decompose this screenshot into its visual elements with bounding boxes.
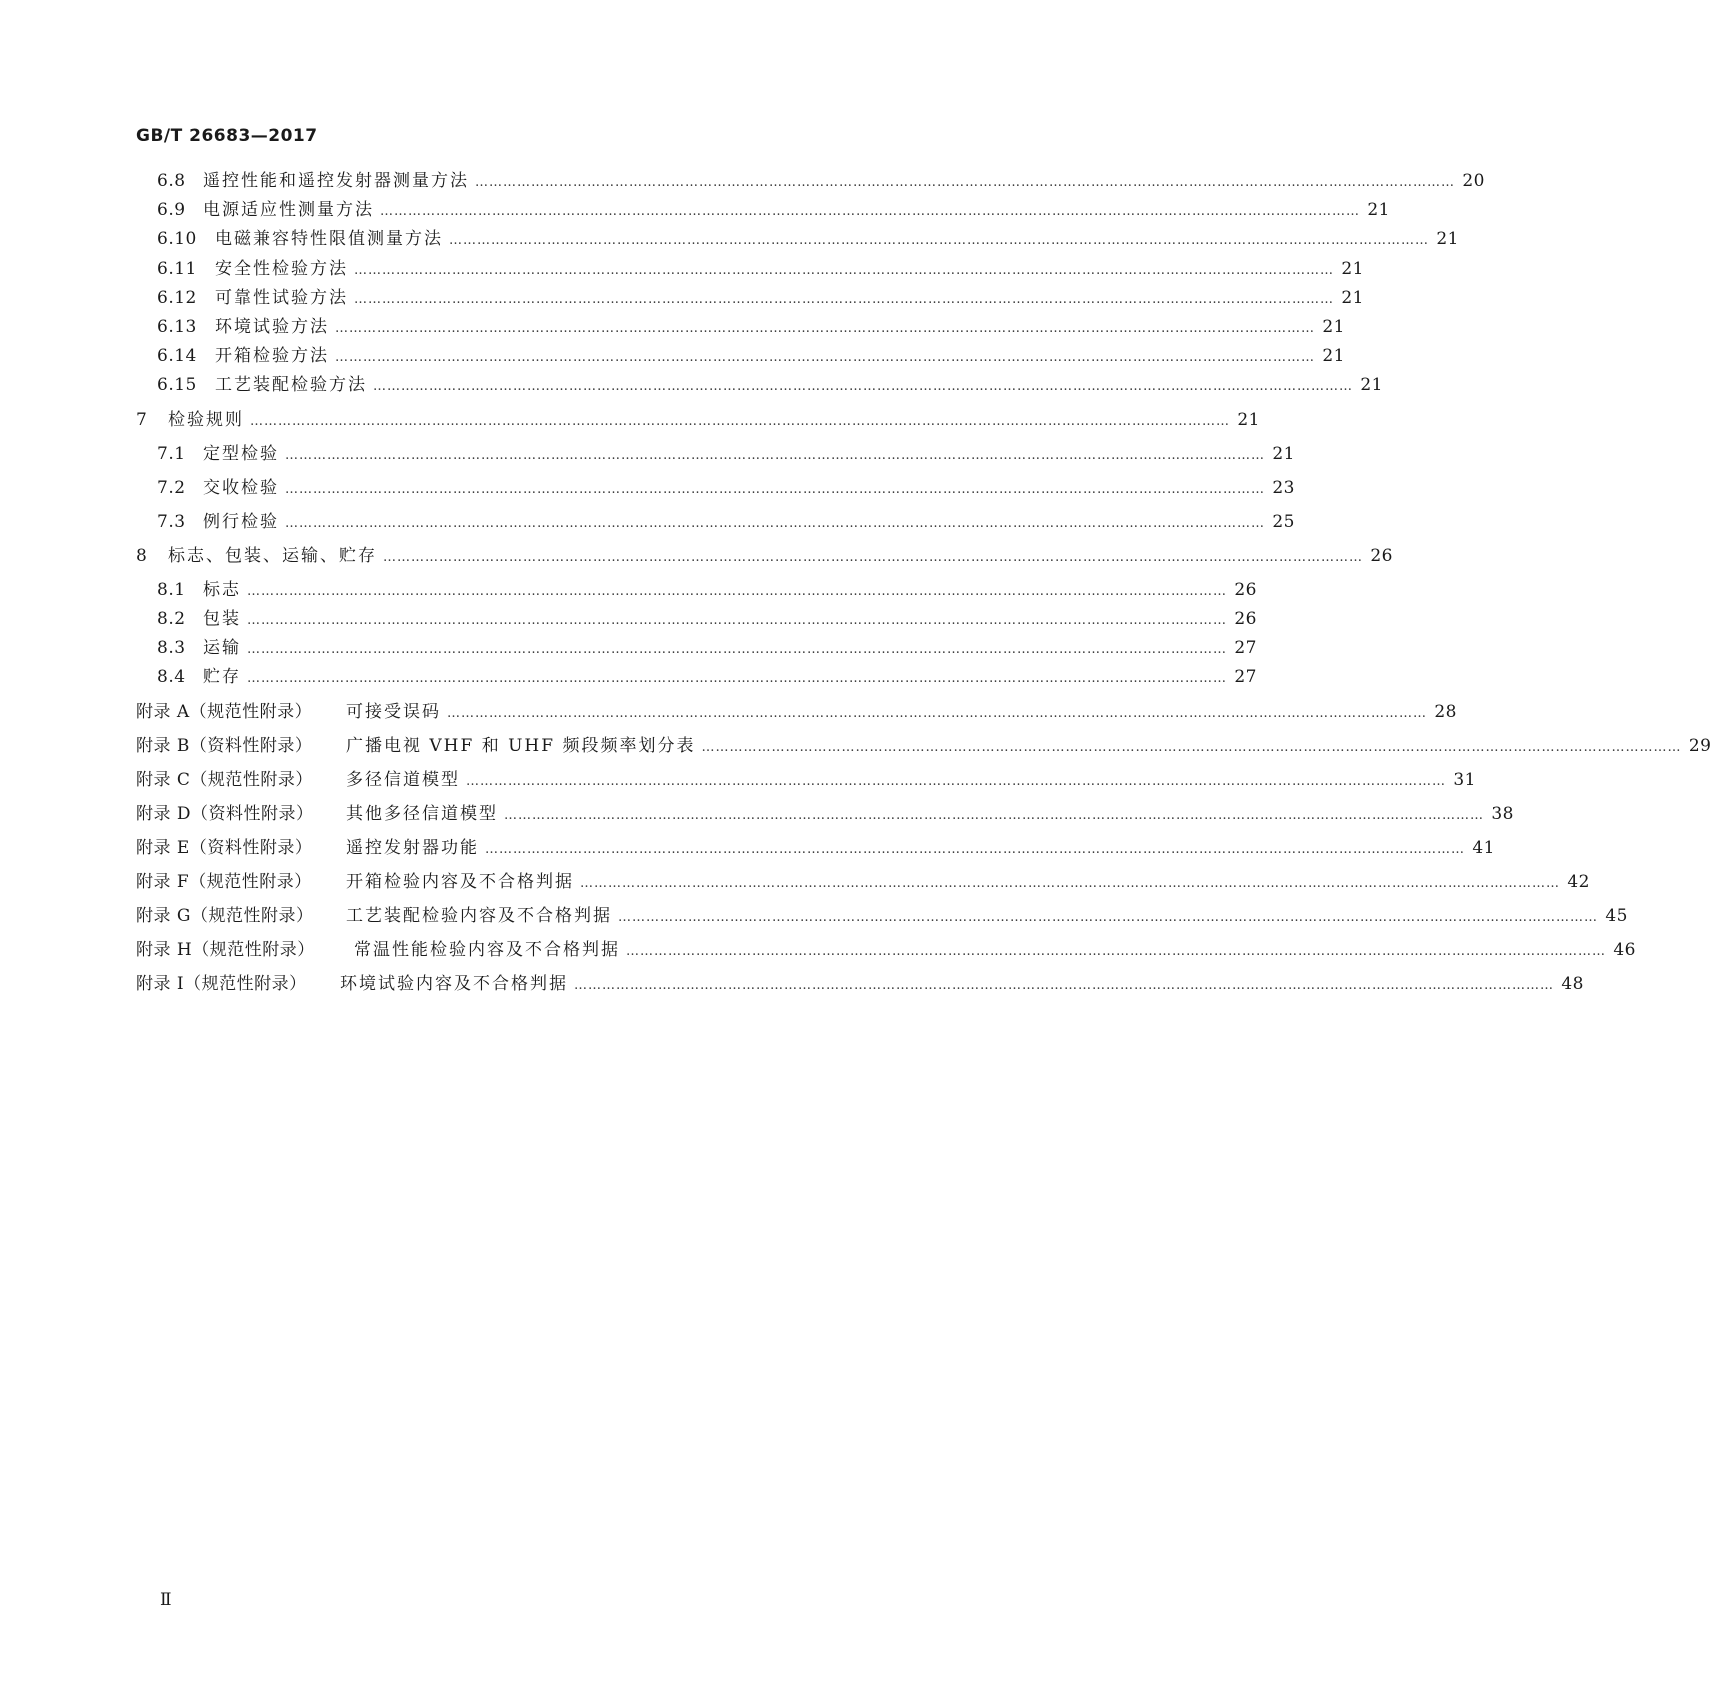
leader-dots: ………………………………………………………………………………………………………………………………………………………………………………………… [383, 550, 1363, 565]
leader-dots: ………………………………………………………………………………………………………………………………………………………………………………………… [373, 379, 1353, 394]
toc-title: 电源适应性测量方法 [203, 200, 374, 220]
toc-title: 多径信道模型 [346, 770, 460, 790]
toc-page: 21 [1341, 259, 1364, 279]
toc-number: 6.12 [157, 288, 197, 308]
toc-number: 8 [136, 546, 148, 566]
toc-title: 可靠性试验方法 [215, 288, 348, 308]
toc-page: 26 [1370, 546, 1393, 566]
toc-title: 标志 [203, 580, 241, 600]
toc-page: 21 [1237, 410, 1260, 430]
leader-dots: ………………………………………………………………………………………………………………………………………………………………………………………… [335, 350, 1315, 365]
toc-entry[interactable] [136, 701, 1457, 723]
toc-number: 6.8 [157, 171, 186, 191]
toc-page: 46 [1613, 940, 1636, 960]
toc-page: 21 [1341, 288, 1364, 308]
toc-entry[interactable] [136, 803, 1514, 825]
toc-entry[interactable] [136, 973, 1584, 995]
toc-page: 27 [1234, 667, 1257, 687]
toc-page: 42 [1567, 872, 1590, 892]
toc-page: 28 [1434, 702, 1457, 722]
toc-title: 环境试验方法 [215, 317, 329, 337]
toc-number: 7.3 [157, 512, 186, 532]
toc-title: 安全性检验方法 [215, 259, 348, 279]
toc-entry[interactable] [136, 735, 1711, 757]
toc-entry[interactable] [157, 511, 1295, 533]
leader-dots: ………………………………………………………………………………………………………………………………………………………………………………………… [285, 516, 1265, 531]
toc-number: 附录 I（规范性附录） [136, 974, 307, 994]
toc-title: 定型检验 [203, 444, 279, 464]
toc-page: 31 [1453, 770, 1476, 790]
toc-entry[interactable] [157, 345, 1345, 367]
toc-number: 8.4 [157, 667, 186, 687]
toc-entry[interactable] [136, 837, 1495, 859]
standard-code: GB/T 26683—2017 [136, 126, 318, 146]
toc-entry[interactable] [157, 608, 1257, 630]
leader-dots: ………………………………………………………………………………………………………………………………………………………………………………………… [701, 740, 1682, 755]
toc-page: 41 [1472, 838, 1495, 858]
toc-page: 29 [1688, 736, 1711, 756]
toc-page: 45 [1605, 906, 1628, 926]
leader-dots: ………………………………………………………………………………………………………………………………………………………………………………………… [574, 978, 1554, 993]
toc-number: 6.14 [157, 346, 197, 366]
leader-dots: ………………………………………………………………………………………………………………………………………………………………………………………… [449, 233, 1429, 248]
leader-dots: ………………………………………………………………………………………………………………………………………………………………………………………… [247, 642, 1227, 657]
toc-entry[interactable] [157, 316, 1345, 338]
toc-number: 附录 B（资料性附录） [136, 736, 313, 756]
toc-entry[interactable] [157, 258, 1364, 280]
leader-dots: ………………………………………………………………………………………………………………………………………………………………………………………… [626, 944, 1606, 959]
leader-dots: ………………………………………………………………………………………………………………………………………………………………………………………… [447, 706, 1427, 721]
toc-number: 6.10 [157, 229, 197, 249]
leader-dots: ………………………………………………………………………………………………………………………………………………………………………………………… [580, 876, 1560, 891]
toc-entry[interactable] [157, 374, 1383, 396]
toc-entry[interactable] [157, 666, 1257, 688]
toc-number: 8.1 [157, 580, 186, 600]
toc-entry[interactable] [136, 409, 1260, 431]
toc-title: 工艺装配检验内容及不合格判据 [346, 906, 612, 926]
toc-page: 48 [1561, 974, 1584, 994]
toc-number: 6.15 [157, 375, 197, 395]
toc-entry[interactable] [136, 871, 1590, 893]
leader-dots: ………………………………………………………………………………………………………………………………………………………………………………………… [250, 414, 1230, 429]
leader-dots: ………………………………………………………………………………………………………………………………………………………………………………………… [335, 321, 1315, 336]
leader-dots: ………………………………………………………………………………………………………………………………………………………………………………………… [247, 671, 1227, 686]
toc-entry[interactable] [136, 545, 1393, 567]
toc-entry[interactable] [136, 905, 1628, 927]
toc-entry[interactable] [157, 637, 1257, 659]
leader-dots: ………………………………………………………………………………………………………………………………………………………………………………………… [354, 263, 1334, 278]
toc-entry[interactable] [157, 170, 1485, 192]
toc-title: 环境试验内容及不合格判据 [340, 974, 568, 994]
toc-page: 21 [1272, 444, 1295, 464]
toc-page: 38 [1491, 804, 1514, 824]
toc-number: 6.11 [157, 259, 197, 279]
toc-page: 26 [1234, 580, 1257, 600]
toc-page: 25 [1272, 512, 1295, 532]
toc-number: 附录 C（规范性附录） [136, 770, 313, 790]
toc-title: 开箱检验内容及不合格判据 [346, 872, 574, 892]
toc-page: 20 [1462, 171, 1485, 191]
toc-title: 标志、包装、运输、贮存 [168, 546, 377, 566]
leader-dots: ………………………………………………………………………………………………………………………………………………………………………………………… [354, 292, 1334, 307]
toc-title: 其他多径信道模型 [346, 804, 498, 824]
leader-dots: ………………………………………………………………………………………………………………………………………………………………………………………… [247, 584, 1227, 599]
leader-dots: ………………………………………………………………………………………………………………………………………………………………………………………… [247, 613, 1227, 628]
toc-title: 广播电视 VHF 和 UHF 频段频率划分表 [346, 736, 696, 756]
leader-dots: ………………………………………………………………………………………………………………………………………………………………………………………… [485, 842, 1465, 857]
toc-number: 附录 A（规范性附录） [136, 702, 313, 722]
toc-page: 23 [1272, 478, 1295, 498]
toc-number: 附录 H（规范性附录） [136, 940, 315, 960]
toc-entry[interactable] [136, 769, 1476, 791]
toc-page: 27 [1234, 638, 1257, 658]
toc-entry[interactable] [157, 287, 1364, 309]
leader-dots: ………………………………………………………………………………………………………………………………………………………………………………………… [466, 774, 1446, 789]
toc-title: 检验规则 [168, 410, 244, 430]
leader-dots: ………………………………………………………………………………………………………………………………………………………………………………………… [475, 175, 1455, 190]
toc-title: 可接受误码 [346, 702, 441, 722]
toc-title: 贮存 [203, 667, 241, 687]
leader-dots: ………………………………………………………………………………………………………………………………………………………………………………………… [618, 910, 1598, 925]
toc-number: 附录 E（资料性附录） [136, 838, 313, 858]
toc-title: 例行检验 [203, 512, 279, 532]
toc-page: 21 [1360, 375, 1383, 395]
toc-title: 包装 [203, 609, 241, 629]
toc-title: 电磁兼容特性限值测量方法 [215, 229, 443, 249]
toc-title: 常温性能检验内容及不合格判据 [354, 940, 620, 960]
toc-entry[interactable] [157, 228, 1459, 250]
toc-entry[interactable] [157, 579, 1257, 601]
leader-dots: ………………………………………………………………………………………………………………………………………………………………………………………… [285, 482, 1265, 497]
toc-page: 26 [1234, 609, 1257, 629]
toc-number: 7.1 [157, 444, 186, 464]
toc-number: 7.2 [157, 478, 186, 498]
toc-page: 21 [1436, 229, 1459, 249]
toc-title: 运输 [203, 638, 241, 658]
toc-page: 21 [1322, 317, 1345, 337]
toc-title: 交收检验 [203, 478, 279, 498]
toc-title: 开箱检验方法 [215, 346, 329, 366]
toc-entry[interactable] [157, 199, 1390, 221]
toc-number: 6.13 [157, 317, 197, 337]
toc-title: 遥控发射器功能 [346, 838, 479, 858]
toc-number: 6.9 [157, 200, 186, 220]
toc-entry[interactable] [157, 443, 1295, 465]
toc-number: 7 [136, 410, 148, 430]
toc-entry[interactable] [136, 939, 1636, 961]
toc-number: 附录 D（资料性附录） [136, 804, 314, 824]
toc-title: 工艺装配检验方法 [215, 375, 367, 395]
toc-number: 附录 F（规范性附录） [136, 872, 312, 892]
page-folio: Ⅱ [160, 1590, 172, 1610]
toc-number: 8.3 [157, 638, 186, 658]
leader-dots: ………………………………………………………………………………………………………………………………………………………………………………………… [504, 808, 1484, 823]
toc-entry[interactable] [157, 477, 1295, 499]
leader-dots: ………………………………………………………………………………………………………………………………………………………………………………………… [285, 448, 1265, 463]
leader-dots: ………………………………………………………………………………………………………………………………………………………………………………………… [380, 204, 1360, 219]
toc-page: 21 [1322, 346, 1345, 366]
toc-page: 21 [1367, 200, 1390, 220]
toc-number: 附录 G（规范性附录） [136, 906, 314, 926]
toc-title: 遥控性能和遥控发射器测量方法 [203, 171, 469, 191]
toc-number: 8.2 [157, 609, 186, 629]
